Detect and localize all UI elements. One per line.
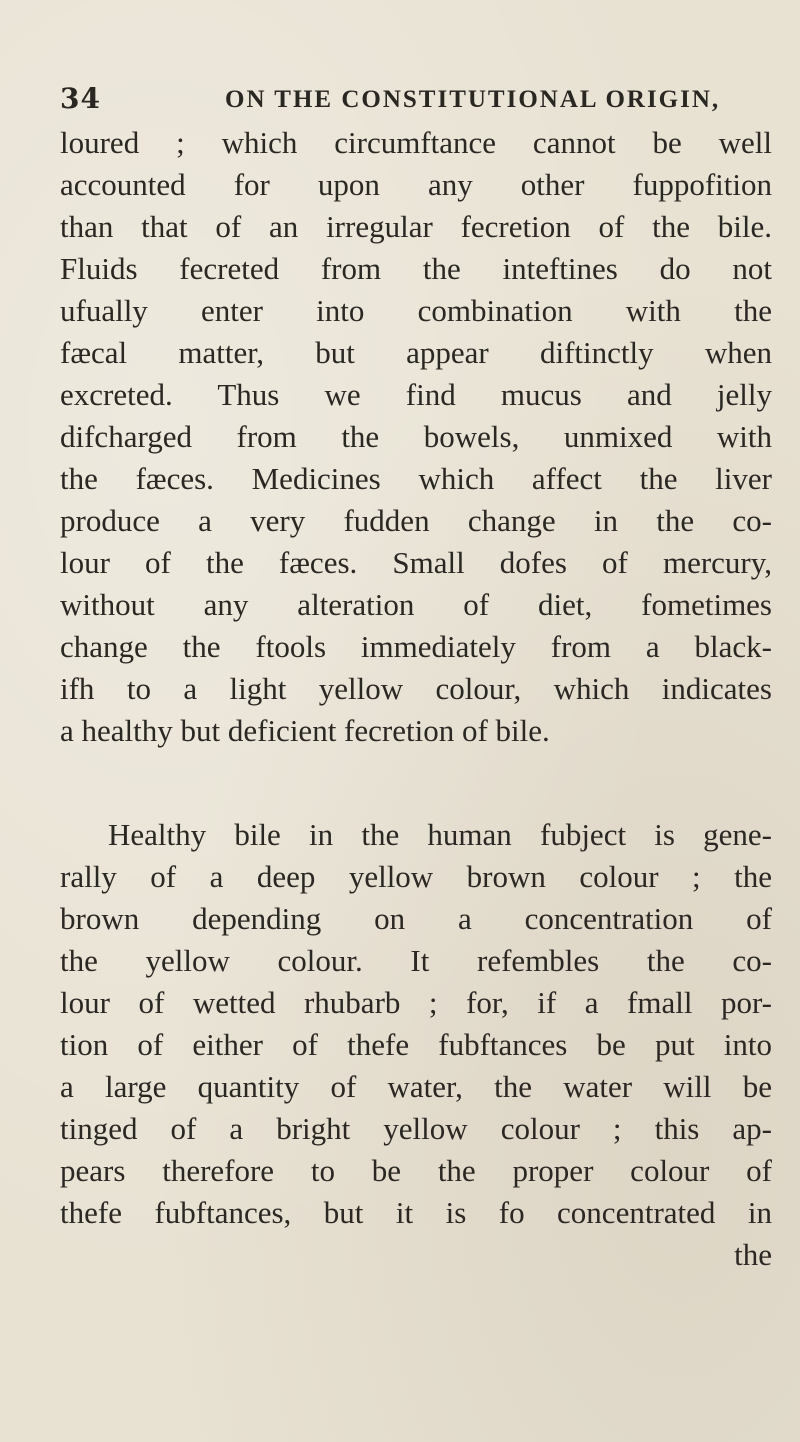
text-line: without any alteration of diet, fometimes [60, 587, 772, 622]
text-line: ifh to a light yellow colour, which indicates [60, 671, 772, 706]
text-line: lour of wetted rhubarb ; for, if a fmall por- [60, 985, 772, 1020]
text-line: rally of a deep yellow brown colour ; the [60, 859, 772, 894]
body-text [60, 122, 772, 1276]
paragraph-2 [60, 814, 772, 1276]
text-line: tinged of a bright yellow colour ; this ap- [60, 1111, 772, 1146]
text-line: accounted for upon any other fuppofition [60, 167, 772, 202]
running-head: ON THE CONSTITUTIONAL ORIGIN, [225, 86, 721, 113]
text-line: excreted. Thus we find mucus and jelly [60, 377, 772, 412]
text-line: change the ftools immediately from a black- [60, 629, 772, 664]
page-header [30, 82, 770, 122]
text-line: pears therefore to be the proper colour of [60, 1153, 772, 1188]
text-line: difcharged from the bowels, unmixed with [60, 419, 772, 454]
text-line: brown depending on a concentration of [60, 901, 772, 936]
text-line: loured ; which circumftance cannot be well [60, 125, 772, 160]
paragraph-1 [60, 122, 772, 752]
text-line: Fluids fecreted from the inteftines do not [60, 251, 772, 286]
text-line: produce a very fudden change in the co- [60, 503, 772, 538]
catchword: the [734, 1237, 772, 1272]
text-line: the fæces. Medicines which affect the liver [60, 461, 772, 496]
text-line: a healthy but deficient fecretion of bile. [60, 713, 550, 748]
text-line: tion of either of thefe fubftances be put into [60, 1027, 772, 1062]
text-line: lour of the fæces. Small dofes of mercury, [60, 545, 772, 580]
text-line: ufually enter into combination with the [60, 293, 772, 328]
text-line: Healthy bile in the human fubject is gene- [108, 817, 772, 852]
text-line: fæcal matter, but appear diftinctly when [60, 335, 772, 370]
paragraph-gap [60, 752, 772, 814]
text-line: thefe fubftances, but it is fo concentrated in [60, 1195, 772, 1230]
text-line: the yellow colour. It refembles the co- [60, 943, 772, 978]
page-number: 34 [60, 82, 101, 115]
text-line: a large quantity of water, the water will be [60, 1069, 772, 1104]
text-line: than that of an irregular fecretion of the bile. [60, 209, 772, 244]
